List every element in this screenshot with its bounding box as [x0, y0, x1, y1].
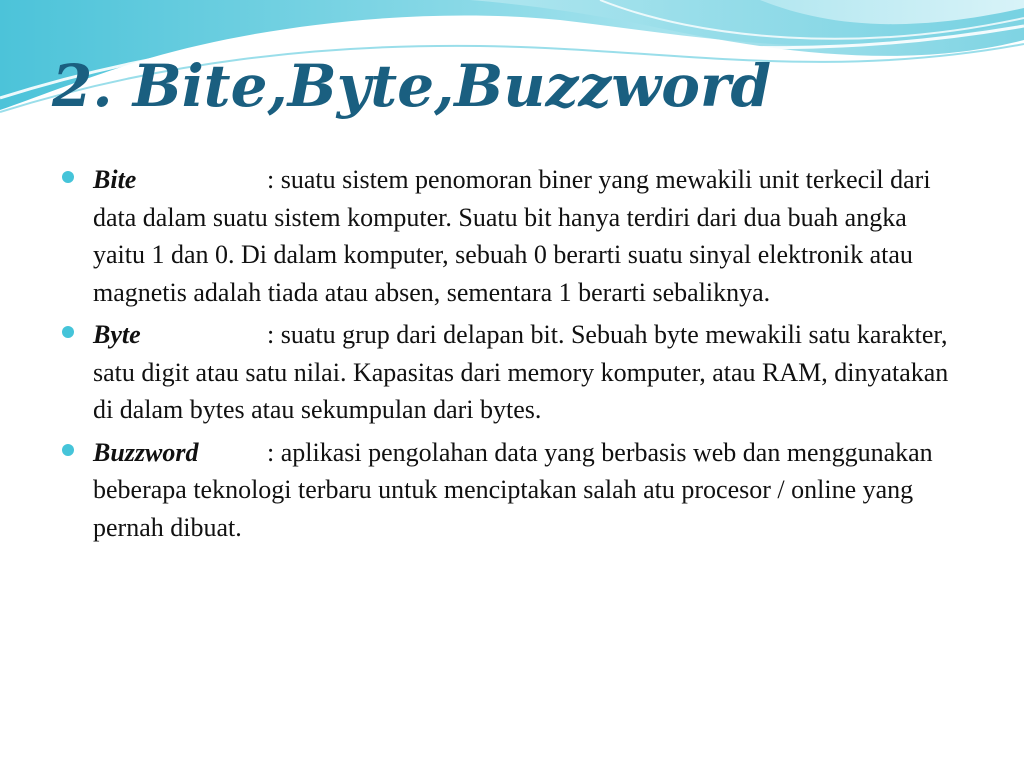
term-label: Bite — [93, 165, 137, 194]
term-label: Buzzword — [93, 437, 199, 467]
bullet-icon — [62, 171, 74, 183]
term-definition: : suatu sistem penomoran biner yang mewakili unit terkecil dari data dalam suatu sistem komputer. Suatu bit hanya terdiri dari dua buah angka yaitu 1 dan 0. Di dalam komputer, sebuah 0 berarti suatu sinyal elektronik atau magnetis adalah tiada atau absen, sementara 1 berarti sebaliknya. — [93, 165, 931, 307]
bullet-icon — [62, 444, 74, 456]
definition-item-byte — [62, 316, 962, 429]
bullet-icon — [62, 326, 74, 338]
slide-title: 2. Bite,Byte,Buzzword — [52, 52, 772, 120]
term-definition: : suatu grup dari delapan bit. Sebuah byte mewakili satu karakter, satu digit atau satu nilai. Kapasitas dari memory komputer, atau RAM, dinyatakan di dalam bytes atau sekumpulan dari bytes. — [93, 320, 949, 424]
term-label: Byte — [93, 320, 141, 349]
definition-list — [62, 161, 962, 551]
definition-item-buzzword — [62, 434, 962, 547]
term-definition: : aplikasi pengolahan data yang berbasis web dan menggunakan beberapa teknologi terbaru untuk menciptakan salah atu procesor / online yang pernah dibuat. — [93, 437, 933, 542]
definition-item-bite — [62, 161, 962, 311]
